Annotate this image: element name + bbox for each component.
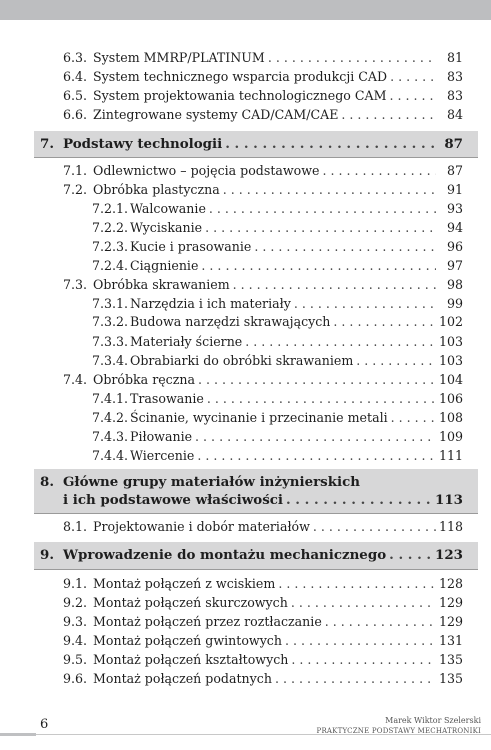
entry-number: 7.2. xyxy=(63,182,88,197)
toc-entry-9-6[interactable] xyxy=(63,671,463,687)
entry-page: 83 xyxy=(446,69,463,84)
chapter-title: Główne grupy materiałów inżynierskich xyxy=(63,474,360,490)
entry-page: 96 xyxy=(446,239,463,254)
entry-page: 135 xyxy=(438,652,463,667)
entry-title: Wyciskanie xyxy=(130,220,203,235)
entry-title: Obróbka ręczna xyxy=(93,372,195,387)
toc-entry-6-6[interactable] xyxy=(63,107,463,123)
dot-leader xyxy=(223,182,436,198)
entry-page: 93 xyxy=(446,201,463,216)
entry-title: Narzędzia i ich materiały xyxy=(130,296,291,311)
entry-number: 7.3.4. xyxy=(92,353,129,368)
dot-leader xyxy=(285,633,436,649)
entry-title: Wiercenie xyxy=(130,448,195,463)
dot-leader xyxy=(225,136,436,152)
entry-page: 84 xyxy=(446,107,463,122)
entry-number: 7.4.3. xyxy=(92,429,129,444)
entry-title: Kucie i prasowanie xyxy=(130,239,252,254)
entry-title: System MMRP/PLATINUM xyxy=(93,50,265,65)
toc-entry-7-3-1[interactable] xyxy=(92,296,463,312)
entry-number: 7.3.1. xyxy=(92,296,129,311)
toc-entry-7-4-4[interactable] xyxy=(92,448,463,464)
entry-number: 7.3.3. xyxy=(92,334,129,349)
entry-number: 8.1. xyxy=(63,519,88,534)
toc-entry-7-2-2[interactable] xyxy=(92,220,463,236)
top-header-bar xyxy=(0,0,491,20)
entry-number: 7.2.1. xyxy=(92,201,129,216)
toc-chapter-7[interactable] xyxy=(40,136,463,152)
entry-title: Trasowanie xyxy=(130,391,204,406)
entry-number: 7.4. xyxy=(63,372,88,387)
toc-entry-7-4[interactable] xyxy=(63,372,463,388)
dot-leader xyxy=(390,88,437,104)
entry-title: Montaż połączeń z wciskiem xyxy=(93,576,276,591)
toc-entry-7-3-3[interactable] xyxy=(92,334,463,350)
toc-entry-9-2[interactable] xyxy=(63,595,463,611)
dot-leader xyxy=(341,107,436,123)
toc-chapter-8-line1[interactable] xyxy=(40,474,463,490)
toc-entry-8-1[interactable] xyxy=(63,519,463,535)
chapter-divider xyxy=(34,569,478,570)
entry-title: Montaż połączeń kształtowych xyxy=(93,652,289,667)
chapter-page: 113 xyxy=(435,492,463,508)
dot-leader xyxy=(323,163,437,179)
entry-page: 103 xyxy=(438,353,463,368)
dot-leader xyxy=(291,595,436,611)
entry-title: Obróbka plastyczna xyxy=(93,182,220,197)
chapter-divider xyxy=(34,513,478,514)
toc-entry-7-4-1[interactable] xyxy=(92,391,463,407)
dot-leader xyxy=(198,372,436,388)
toc-entry-7-4-2[interactable] xyxy=(92,410,463,426)
dot-leader xyxy=(268,50,436,66)
entry-page: 98 xyxy=(446,277,463,292)
dot-leader xyxy=(294,296,436,312)
footer-page-number: 6 xyxy=(40,717,49,732)
entry-number: 7.2.4. xyxy=(92,258,129,273)
entry-page: 118 xyxy=(438,519,463,534)
dot-leader xyxy=(275,671,436,687)
toc-entry-7-3-4[interactable] xyxy=(92,353,463,369)
toc-entry-7-3[interactable] xyxy=(63,277,463,293)
entry-page: 97 xyxy=(446,258,463,273)
toc-entry-9-5[interactable] xyxy=(63,652,463,668)
chapter-title: Wprowadzenie do montażu mechanicznego xyxy=(63,547,387,563)
dot-leader xyxy=(390,69,436,85)
entry-number: 6.5. xyxy=(63,88,88,103)
toc-entry-6-4[interactable] xyxy=(63,69,463,85)
entry-page: 94 xyxy=(446,220,463,235)
entry-page: 104 xyxy=(438,372,463,387)
chapter-title: Podstawy technologii xyxy=(63,136,223,152)
entry-number: 7.4.2. xyxy=(92,410,129,425)
entry-number: 7.2.2. xyxy=(92,220,129,235)
toc-entry-7-2[interactable] xyxy=(63,182,463,198)
entry-title: Ciągnienie xyxy=(130,258,199,273)
chapter-page: 87 xyxy=(444,136,463,152)
chapter-number: 7. xyxy=(40,136,54,152)
entry-number: 9.3. xyxy=(63,614,88,629)
entry-page: 99 xyxy=(446,296,463,311)
entry-number: 9.6. xyxy=(63,671,88,686)
entry-title: Odlewnictwo – pojęcia podstawowe xyxy=(93,163,320,178)
entry-title: Budowa narzędzi skrawających xyxy=(130,314,331,329)
dot-leader xyxy=(278,576,436,592)
toc-entry-7-2-4[interactable] xyxy=(92,258,463,274)
entry-title: Walcowanie xyxy=(130,201,206,216)
dot-leader xyxy=(201,258,436,274)
entry-number: 6.3. xyxy=(63,50,88,65)
dot-leader xyxy=(356,353,436,369)
entry-number: 9.1. xyxy=(63,576,88,591)
chapter-number: 9. xyxy=(40,547,54,563)
entry-page: 129 xyxy=(438,614,463,629)
footer-author: Marek Wiktor Szelerski xyxy=(385,716,481,725)
dot-leader xyxy=(333,314,436,330)
footer-book-title: PRAKTYCZNE PODSTAWY MECHATRONIKI xyxy=(316,727,481,735)
toc-entry-7-4-3[interactable] xyxy=(92,429,463,445)
toc-chapter-8-line2[interactable] xyxy=(40,492,463,508)
entry-number: 9.4. xyxy=(63,633,88,648)
footer-accent-bar xyxy=(0,733,36,736)
dot-leader xyxy=(197,448,436,464)
entry-page: 111 xyxy=(438,448,463,463)
toc-chapter-9[interactable] xyxy=(40,547,463,563)
footer-credits xyxy=(317,716,481,736)
chapter-divider xyxy=(34,157,478,158)
toc-entry-7-1[interactable] xyxy=(63,163,463,179)
entry-page: 109 xyxy=(438,429,463,444)
entry-title: Materiały ścierne xyxy=(130,334,243,349)
entry-page: 87 xyxy=(446,163,463,178)
entry-page: 129 xyxy=(438,595,463,610)
entry-page: 108 xyxy=(438,410,463,425)
dot-leader xyxy=(207,391,436,407)
dot-leader xyxy=(389,547,432,563)
entry-title: Projektowanie i dobór materiałów xyxy=(93,519,310,534)
entry-title: Ścinanie, wycinanie i przecinanie metali xyxy=(130,410,388,425)
dot-leader xyxy=(291,652,436,668)
entry-title: Obróbka skrawaniem xyxy=(93,277,230,292)
toc-entry-9-3[interactable] xyxy=(63,614,463,630)
entry-number: 7.4.4. xyxy=(92,448,129,463)
toc-entry-7-2-3[interactable] xyxy=(92,239,463,255)
entry-page: 135 xyxy=(438,671,463,686)
entry-number: 7.4.1. xyxy=(92,391,129,406)
entry-title: System projektowania technologicznego CAM xyxy=(93,88,387,103)
entry-page: 106 xyxy=(438,391,463,406)
entry-title: Zintegrowane systemy CAD/CAM/CAE xyxy=(93,107,339,122)
dot-leader xyxy=(233,277,436,293)
entry-title: System technicznego wsparcia produkcji CAD xyxy=(93,69,388,84)
entry-page: 81 xyxy=(446,50,463,65)
entry-page: 83 xyxy=(446,88,463,103)
entry-page: 102 xyxy=(438,314,463,329)
entry-number: 7.1. xyxy=(63,163,88,178)
dot-leader xyxy=(205,220,436,236)
entry-title: Montaż połączeń skurczowych xyxy=(93,595,288,610)
entry-number: 6.6. xyxy=(63,107,88,122)
chapter-page: 123 xyxy=(435,547,463,563)
toc-entry-7-3-2[interactable] xyxy=(92,314,463,330)
entry-number: 7.3. xyxy=(63,277,88,292)
dot-leader xyxy=(286,492,432,508)
entry-page: 128 xyxy=(438,576,463,591)
dot-leader xyxy=(325,614,436,630)
entry-number: 9.5. xyxy=(63,652,88,667)
dot-leader xyxy=(209,201,436,217)
toc-entry-9-4[interactable] xyxy=(63,633,463,649)
entry-title: Montaż połączeń gwintowych xyxy=(93,633,282,648)
entry-title: Montaż połączeń przez roztłaczanie xyxy=(93,614,322,629)
entry-page: 103 xyxy=(438,334,463,349)
entry-number: 9.2. xyxy=(63,595,88,610)
chapter-number: 8. xyxy=(40,474,54,490)
toc-entry-9-1[interactable] xyxy=(63,576,463,592)
dot-leader xyxy=(195,429,436,445)
entry-page: 91 xyxy=(446,182,463,197)
entry-title: Obrabiarki do obróbki skrawaniem xyxy=(130,353,354,368)
dot-leader xyxy=(391,410,436,426)
entry-number: 6.4. xyxy=(63,69,88,84)
entry-page: 131 xyxy=(438,633,463,648)
dot-leader xyxy=(313,519,436,535)
entry-number: 7.2.3. xyxy=(92,239,129,254)
toc-entry-7-2-1[interactable] xyxy=(92,201,463,217)
toc-entry-6-3[interactable] xyxy=(63,50,463,66)
toc-entry-6-5[interactable] xyxy=(63,88,463,104)
dot-leader xyxy=(254,239,436,255)
chapter-title: i ich podstawowe właściwości xyxy=(63,492,283,508)
entry-title: Piłowanie xyxy=(130,429,193,444)
entry-title: Montaż połączeń podatnych xyxy=(93,671,272,686)
dot-leader xyxy=(245,334,436,350)
entry-number: 7.3.2. xyxy=(92,314,129,329)
